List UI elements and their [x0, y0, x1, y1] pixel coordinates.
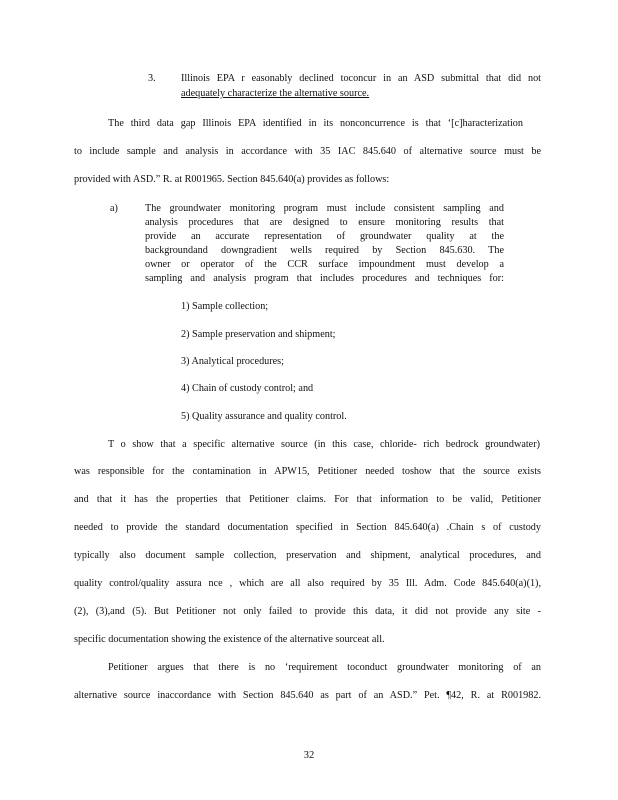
para1-line-2: to include sample and analysis in accordance with 35 IAC 845.640 of alternative source must be: [74, 146, 541, 157]
quote-line-5: owner or operator of the CCR surface impoundment must develop a: [145, 259, 504, 270]
quote-item-1: 1) Sample collection;: [181, 301, 269, 312]
heading-number: 3.: [148, 73, 156, 84]
para2-line-7: (2), (3),and (5). But Petitioner not only failed to provide this data, it did not provide any site -: [74, 606, 541, 617]
para1-line-1: The third data gap Illinois EPA identified in its nonconcurrence is that ‘[c]haracterization: [108, 118, 523, 129]
para1-line-3: provided with ASD.” R. at R001965. Section 845.640(a) provides as follows:: [74, 174, 390, 185]
para3-line-1: Petitioner argues that there is no ‘requirement toconduct groundwater monitoring of an: [108, 662, 541, 673]
quote-item-5: 5) Quality assurance and quality control.: [181, 411, 347, 422]
quote-line-2: analysis procedures that are designed to ensure monitoring results that: [145, 217, 504, 228]
heading-line-2: adequately characterize the alternative source.: [181, 88, 370, 99]
para2-line-3: and that it has the properties that Petitioner claims. For that information to be valid, Petitioner: [74, 494, 541, 505]
quote-item-2: 2) Sample preservation and shipment;: [181, 329, 336, 340]
quote-line-6: sampling and analysis program that includes procedures and techniques for:: [145, 273, 504, 284]
quote-item-3: 3) Analytical procedures;: [181, 356, 284, 367]
para2-line-8: specific documentation showing the existence of the alternative sourceat all.: [74, 634, 385, 645]
para2-line-1: T o show that a specific alternative source (in this case, chloride- rich bedrock groundwater): [108, 439, 540, 450]
para2-line-4: needed to provide the standard documentation specified in Section 845.640(a) .Chain s of custody: [74, 522, 541, 533]
quote-item-4: 4) Chain of custody control; and: [181, 383, 314, 394]
para2-line-2: was responsible for the contamination in APW15, Petitioner needed toshow that the source exists: [74, 466, 541, 477]
para2-line-6: quality control/quality assura nce , which are all also required by 35 Ill. Adm. Code 845.640(a)(1),: [74, 578, 541, 589]
quote-line-4: backgroundand downgradient wells required by Section 845.630. The: [145, 245, 504, 256]
quote-marker: a): [110, 203, 118, 214]
quote-line-3: provide an accurate representation of groundwater quality at the: [145, 231, 504, 242]
para3-line-2: alternative source inaccordance with Section 845.640 as part of an ASD.” Pet. ¶42, R. at R001982.: [74, 690, 541, 701]
heading-line-1: Illinois EPA r easonably declined toconcur in an ASD submittal that did not: [181, 73, 541, 84]
page-number: 32: [303, 750, 315, 761]
quote-line-1: The groundwater monitoring program must include consistent sampling and: [145, 203, 504, 214]
para2-line-5: typically also document sample collection, preservation and shipment, analytical procedures, and: [74, 550, 541, 561]
